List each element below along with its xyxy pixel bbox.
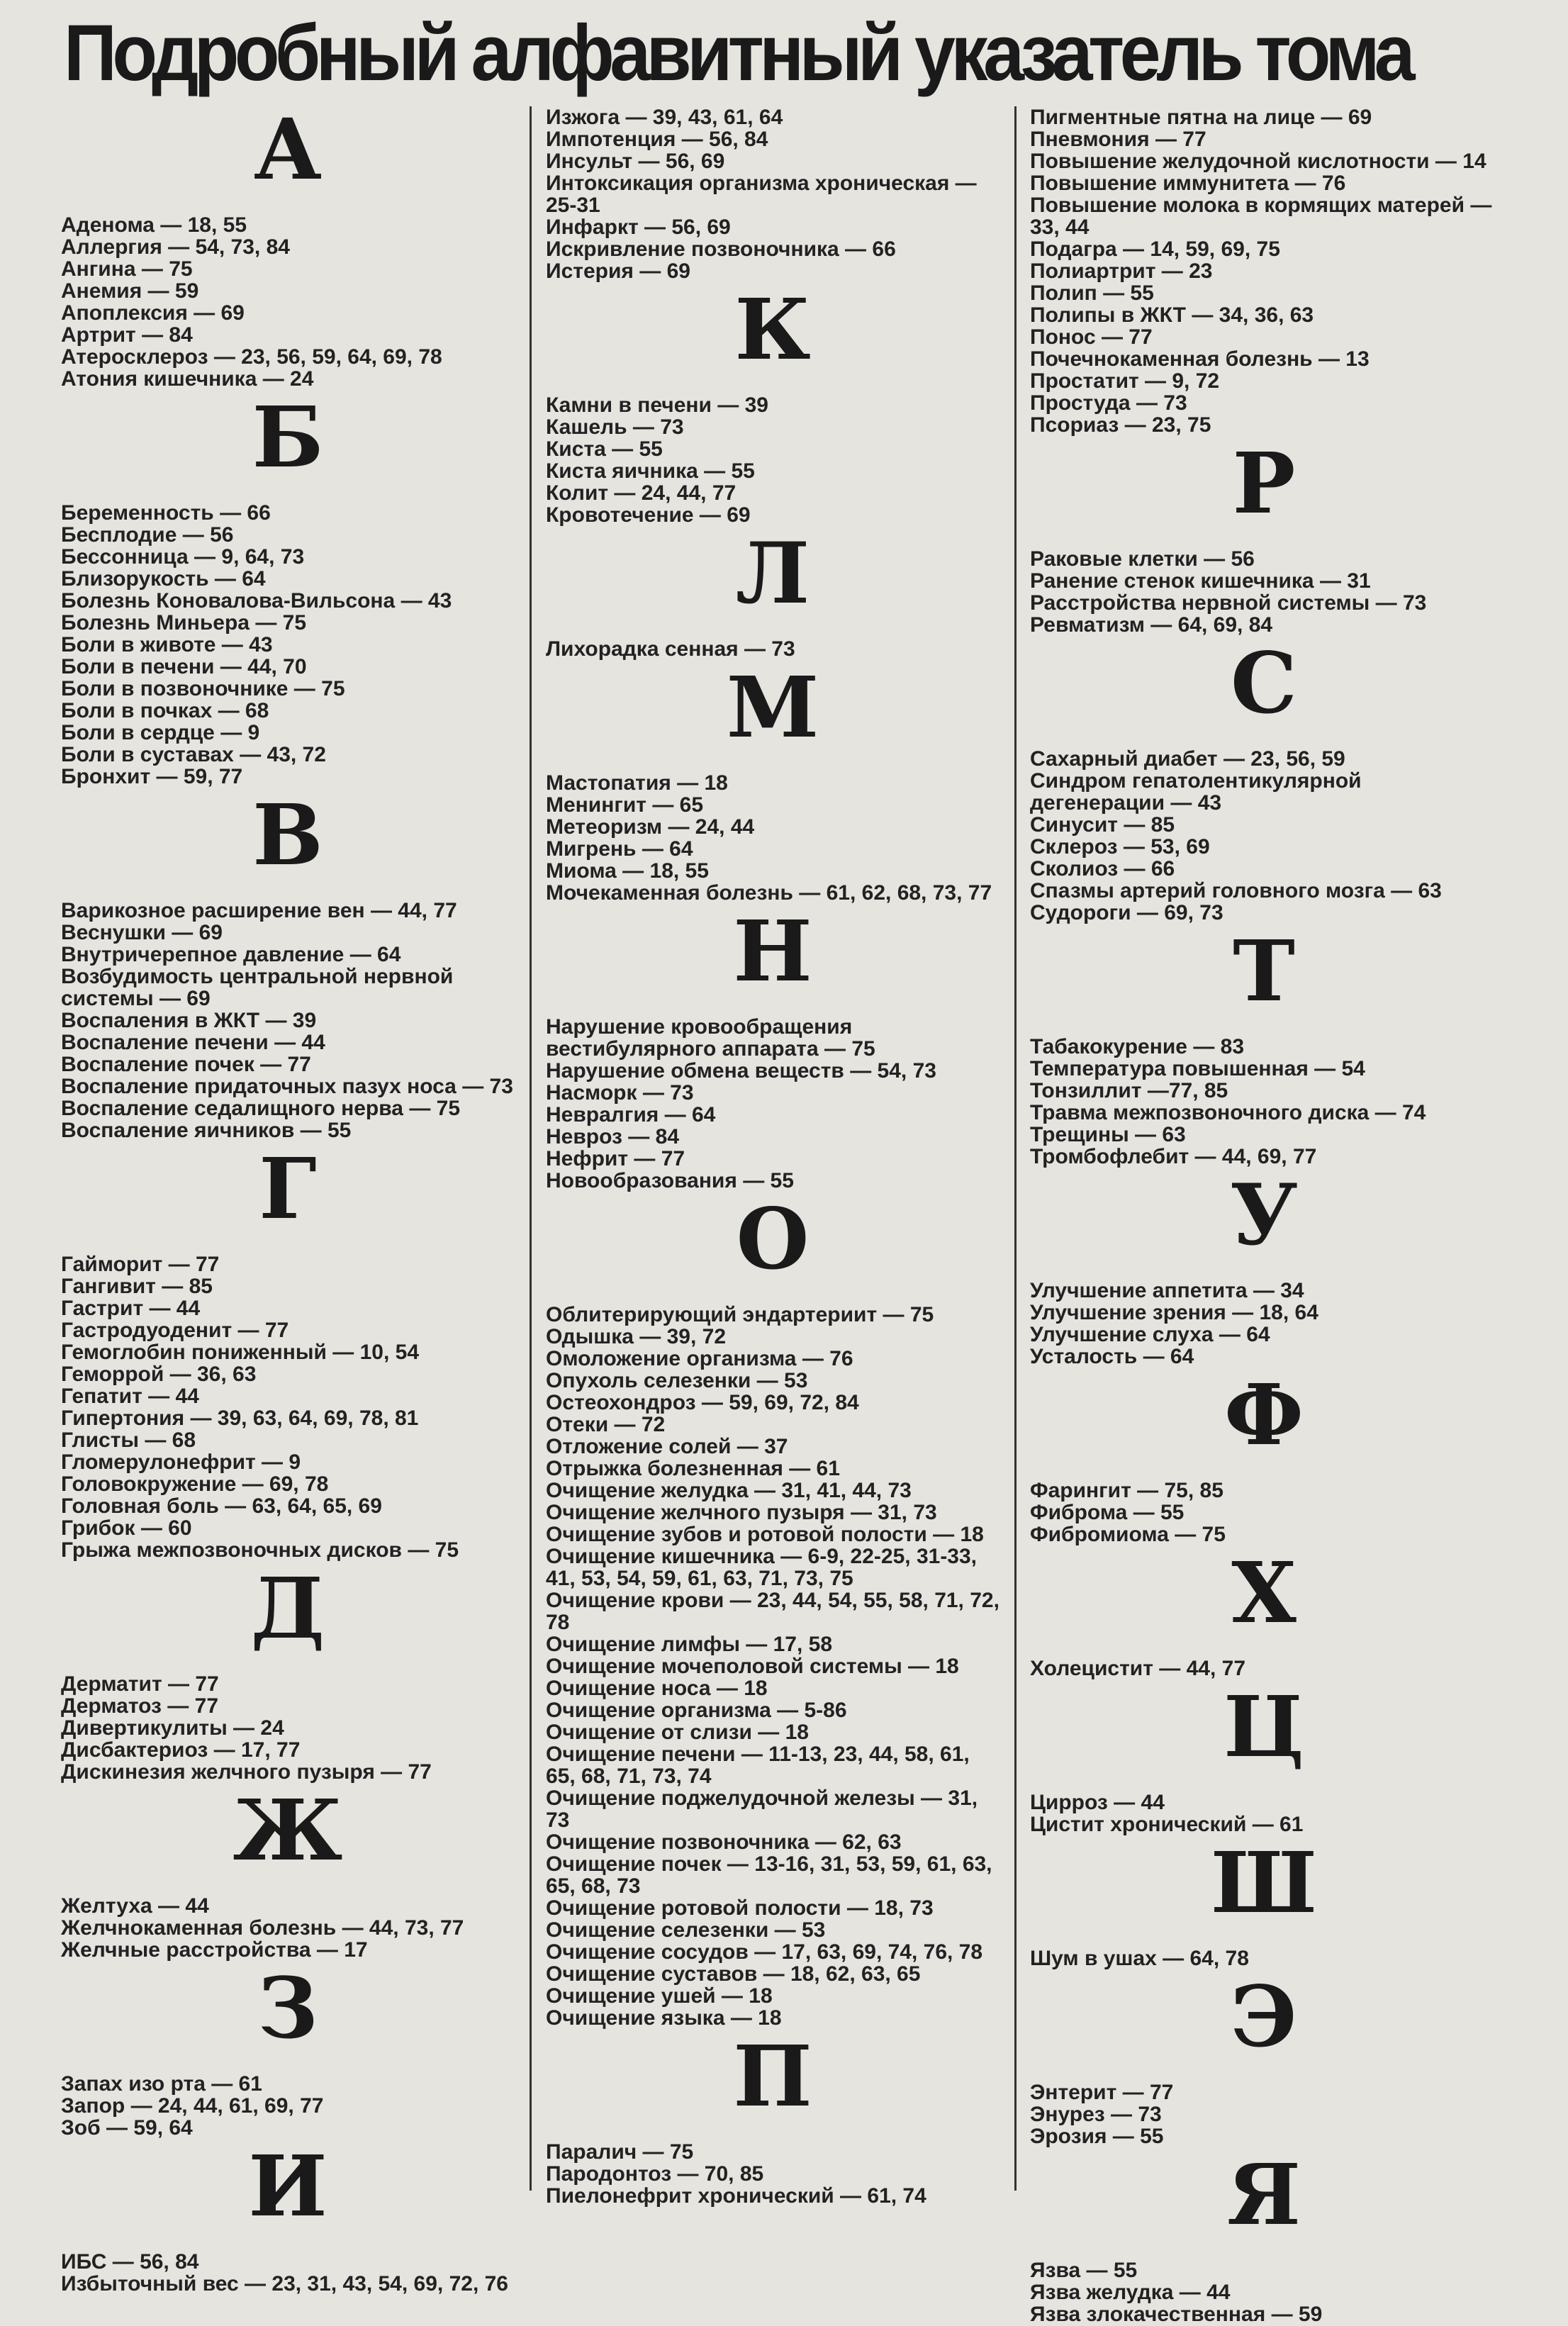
index-entry: Инсульт — 56, 69 — [546, 150, 725, 173]
index-entry: Бессонница — 9, 64, 73 — [61, 545, 305, 569]
index-entry: Полипы в ЖКТ — 34, 36, 63 — [1030, 303, 1314, 327]
section-letter: У — [1230, 1165, 1298, 1264]
index-section — [546, 2027, 999, 2208]
index-section — [546, 658, 999, 905]
index-section — [61, 388, 515, 788]
index-entry: Дерматит — 77 — [61, 1672, 219, 1696]
index-entry: Изжога — 39, 43, 61, 64 — [546, 106, 783, 129]
index-section — [1030, 434, 1498, 637]
index-entry: Очищение ушей — 18 — [546, 1984, 773, 2008]
index-entry: Травма межпозвоночного диска — 74 — [1030, 1101, 1426, 1124]
index-entry: Гемоглобин пониженный — 10, 54 — [61, 1341, 420, 1364]
index-entry: Боли в позвоночнике — 75 — [61, 677, 345, 700]
section-letter: К — [734, 280, 811, 379]
index-entry: Воспаление придаточных пазух носа — 73 — [61, 1075, 513, 1098]
index-section — [1030, 922, 1498, 1168]
index-entry: Менингит — 65 — [546, 793, 704, 817]
index-entry: Истерия — 69 — [546, 259, 690, 283]
index-entry: Очищение организма — 5-86 — [546, 1699, 847, 1722]
index-section — [61, 1139, 515, 1562]
index-entry: Аденома — 18, 55 — [61, 213, 247, 237]
index-entry: Расстройства нервной системы — 73 — [1030, 591, 1427, 615]
index-entry: Простатит — 9, 72 — [1030, 369, 1220, 393]
index-entry: Отложение солей — 37 — [546, 1435, 788, 1458]
index-entry: Сколиоз — 66 — [1030, 857, 1175, 880]
index-entry: Спазмы артерий головного мозга — 63 — [1030, 879, 1442, 902]
index-entry: Метеоризм — 24, 44 — [546, 815, 755, 839]
index-entry: Анемия — 59 — [61, 279, 199, 303]
index-section — [1030, 1967, 1498, 2148]
index-entry: Язва — 55 — [1030, 2259, 1138, 2282]
index-entry: Очищение позвоночника — 62, 63 — [546, 1830, 902, 1854]
index-entry: Фиброма — 55 — [1030, 1501, 1185, 1524]
index-entry: Желчные расстройства — 17 — [61, 1938, 368, 1962]
index-entry: Невралгия — 64 — [546, 1103, 716, 1126]
index-entry: Пневмония — 77 — [1030, 128, 1206, 151]
index-entry: Паралич — 75 — [546, 2140, 694, 2164]
index-entry: Мочекаменная болезнь — 61, 62, 68, 73, 77 — [546, 881, 992, 905]
index-entry: Опухоль селезенки — 53 — [546, 1369, 808, 1392]
section-letter: С — [1231, 634, 1297, 732]
index-section — [61, 1781, 515, 1962]
index-entry: Беременность — 66 — [61, 501, 271, 525]
index-section — [546, 280, 999, 527]
index-entry: Болезнь Коновалова-Вильсона — 43 — [61, 589, 452, 613]
index-entry: Улучшение зрения — 18, 64 — [1030, 1301, 1318, 1324]
index-entry: Раковые клетки — 56 — [1030, 547, 1255, 571]
index-entry: Очищение языка — 18 — [546, 2006, 782, 2030]
index-entry: Гломерулонефрит — 9 — [61, 1450, 301, 1474]
index-entry: Ранение стенок кишечника — 31 — [1030, 569, 1371, 593]
index-entry: Повышение желудочной кислотности — 14 — [1030, 150, 1486, 173]
index-entry: Трещины — 63 — [1030, 1123, 1186, 1146]
index-section — [1030, 106, 1498, 436]
index-entry: Бронхит — 59, 77 — [61, 765, 243, 788]
index-entry: Грибок — 60 — [61, 1516, 192, 1540]
index-entry: Варикозное расширение вен — 44, 77 — [61, 899, 457, 922]
section-letter: Я — [1226, 2145, 1301, 2244]
index-entry: Возбудимость центральной нервной системы — 69 — [61, 965, 454, 1010]
index-entry: Грыжа межпозвоночных дисков — 75 — [61, 1538, 459, 1562]
index-entry: Киста — 55 — [546, 437, 663, 461]
index-entry: Боли в почках — 68 — [61, 699, 269, 722]
index-entry: Головная боль — 63, 64, 65, 69 — [61, 1494, 382, 1518]
index-entry: Очищение почек — 13-16, 31, 53, 59, 61, 63, 65, 68, 73 — [546, 1852, 992, 1898]
index-entry: Артрит — 84 — [61, 323, 193, 347]
index-entry: Подагра — 14, 59, 69, 75 — [1030, 237, 1280, 261]
index-entry: Атония кишечника — 24 — [61, 367, 314, 391]
index-entry: Воспаление почек — 77 — [61, 1053, 311, 1076]
index-entry: Повышение иммунитета — 76 — [1030, 172, 1346, 195]
index-entry: Искривление позвоночника — 66 — [546, 237, 896, 261]
index-entry: Насморк — 73 — [546, 1081, 694, 1105]
section-letter: Р — [1232, 434, 1296, 532]
index-entry: Очищение поджелудочной железы — 31, 73 — [546, 1787, 978, 1832]
index-entry: Повышение молока в кормящих матерей — 33, 44 — [1030, 194, 1492, 239]
index-entry: Ангина — 75 — [61, 257, 193, 281]
index-entry: Склероз — 53, 69 — [1030, 835, 1210, 859]
index-entry: Очищение сосудов — 17, 63, 69, 74, 76, 78 — [546, 1940, 983, 1964]
index-section — [61, 2137, 515, 2296]
index-section — [1030, 1677, 1498, 1836]
index-section — [1030, 1365, 1498, 1546]
section-letter: Д — [250, 1559, 325, 1657]
index-entry: Нарушение кровообращения вестибулярного аппарата — 75 — [546, 1015, 875, 1061]
index-entry: Нефрит — 77 — [546, 1147, 685, 1170]
index-entry: Улучшение слуха — 64 — [1030, 1323, 1270, 1346]
index-entry: Киста яичника — 55 — [546, 459, 755, 483]
index-section — [1030, 1833, 1498, 1970]
index-section — [1030, 1165, 1498, 1368]
index-entry: Пиелонефрит хронический — 61, 74 — [546, 2184, 926, 2208]
index-entry: Камни в печени — 39 — [546, 393, 768, 417]
index-section — [61, 1559, 515, 1784]
index-entry: Тромбофлебит — 44, 69, 77 — [1030, 1145, 1317, 1168]
index-entry: Кашель — 73 — [546, 415, 684, 439]
index-entry: Синусит — 85 — [1030, 813, 1175, 837]
index-entry: Воспаление печени — 44 — [61, 1031, 325, 1054]
index-entry: Простуда — 73 — [1030, 391, 1187, 415]
index-entry: Дискинезия желчного пузыря — 77 — [61, 1760, 432, 1784]
index-entry: Фибромиома — 75 — [1030, 1523, 1226, 1546]
index-entry: Мигрень — 64 — [546, 837, 693, 861]
index-entry: Глисты — 68 — [61, 1428, 196, 1452]
section-letter: Н — [733, 902, 812, 1000]
index-entry: Отрыжка болезненная — 61 — [546, 1457, 840, 1480]
index-entry: Температура повышенная — 54 — [1030, 1057, 1365, 1080]
index-entry: Очищение крови — 23, 44, 54, 55, 58, 71, 72, 78 — [546, 1589, 999, 1634]
index-entry: Пигментные пятна на лице — 69 — [1030, 106, 1372, 129]
index-entry: Очищение зубов и ротовой полости — 18 — [546, 1523, 984, 1546]
index-entry: Дисбактериоз — 17, 77 — [61, 1738, 301, 1762]
index-entry: Запор — 24, 44, 61, 69, 77 — [61, 2094, 324, 2118]
index-entry: Цистит хронический — 61 — [1030, 1813, 1304, 1836]
index-entry: Одышка — 39, 72 — [546, 1325, 727, 1348]
index-entry: Очищение селезенки — 53 — [546, 1918, 826, 1942]
index-entry: Очищение мочеполовой системы — 18 — [546, 1655, 959, 1678]
section-letter: В — [252, 785, 323, 884]
index-entry: Улучшение аппетита — 34 — [1030, 1279, 1304, 1302]
section-letter: Т — [1233, 922, 1295, 1020]
index-entry: Желчнокаменная болезнь — 44, 73, 77 — [61, 1916, 464, 1940]
index-entry: Веснушки — 69 — [61, 921, 223, 944]
index-entry: Гепатит — 44 — [61, 1385, 199, 1408]
index-section — [1030, 2145, 1498, 2326]
section-letter: О — [736, 1190, 810, 1288]
index-entry: Облитерирующий эндартериит — 75 — [546, 1303, 934, 1326]
index-entry: Гипертония — 39, 63, 64, 69, 78, 81 — [61, 1407, 419, 1430]
index-section — [546, 106, 999, 282]
index-entry: Энурез — 73 — [1030, 2103, 1162, 2126]
section-letter: Э — [1231, 1967, 1297, 2066]
section-letter: Ц — [1223, 1677, 1305, 1776]
index-entry: Понос — 77 — [1030, 325, 1153, 349]
index-entry: Воспаления в ЖКТ — 39 — [61, 1009, 317, 1032]
index-entry: Судороги — 69, 73 — [1030, 901, 1223, 924]
index-entry: Гангивит — 85 — [61, 1275, 213, 1298]
index-entry: Воспаление яичников — 55 — [61, 1119, 352, 1142]
index-entry: Апоплексия — 69 — [61, 301, 245, 325]
index-section — [546, 1190, 999, 2030]
index-entry: Фарингит — 75, 85 — [1030, 1479, 1223, 1502]
section-letter: Х — [1231, 1543, 1297, 1642]
index-entry: Желтуха — 44 — [61, 1894, 209, 1918]
section-letter: И — [248, 2137, 327, 2235]
index-entry: Воспаление седалищного нерва — 75 — [61, 1097, 461, 1120]
index-entry: Очищение носа — 18 — [546, 1677, 768, 1700]
index-entry: Язва желудка — 44 — [1030, 2281, 1231, 2304]
index-section — [1030, 634, 1498, 924]
index-entry: Сахарный диабет — 23, 56, 59 — [1030, 747, 1345, 771]
index-entry: Зоб — 59, 64 — [61, 2116, 193, 2140]
index-entry: Мастопатия — 18 — [546, 771, 728, 795]
index-entry: Очищение от слизи — 18 — [546, 1721, 809, 1744]
index-entry: Очищение желчного пузыря — 31, 73 — [546, 1501, 937, 1524]
index-entry: Отеки — 72 — [546, 1413, 666, 1436]
index-entry: Эрозия — 55 — [1030, 2125, 1164, 2148]
section-letter: Б — [252, 388, 324, 486]
index-entry: Аллергия — 54, 73, 84 — [61, 235, 290, 259]
index-entry: Полип — 55 — [1030, 281, 1154, 305]
index-entry: Дерматоз — 77 — [61, 1694, 219, 1718]
index-entry: Дивертикулиты — 24 — [61, 1716, 284, 1740]
index-entry: Боли в суставах — 43, 72 — [61, 743, 326, 766]
index-entry: Полиартрит — 23 — [1030, 259, 1213, 283]
index-entry: Боли в животе — 43 — [61, 633, 273, 656]
section-letter: Г — [259, 1139, 317, 1238]
index-entry: Тонзиллит —77, 85 — [1030, 1079, 1228, 1102]
index-entry: Очищение печени — 11-13, 23, 44, 58, 61, 65, 68, 71, 73, 74 — [546, 1743, 970, 1788]
index-column-3 — [1030, 106, 1498, 2326]
index-entry: Импотенция — 56, 84 — [546, 128, 768, 151]
index-entry: Очищение лимфы — 17, 58 — [546, 1633, 833, 1656]
index-entry: Миома — 18, 55 — [546, 859, 709, 883]
index-section — [61, 785, 515, 1142]
index-entry: Остеохондроз — 59, 69, 72, 84 — [546, 1391, 859, 1414]
index-column-2 — [546, 106, 999, 2261]
index-entry: Очищение желудка — 31, 41, 44, 73 — [546, 1479, 912, 1502]
index-entry: Энтерит — 77 — [1030, 2081, 1174, 2104]
index-entry: Внутричерепное давление — 64 — [61, 943, 401, 966]
index-entry: Очищение кишечника — 6-9, 22-25, 31-33, 41, 53, 54, 59, 61, 63, 71, 73, 75 — [546, 1545, 978, 1590]
index-entry: Интоксикация организма хроническая — 25-31 — [546, 172, 977, 217]
index-entry: Головокружение — 69, 78 — [61, 1472, 329, 1496]
index-entry: Цирроз — 44 — [1030, 1791, 1165, 1814]
index-entry: Геморрой — 36, 63 — [61, 1363, 257, 1386]
index-entry: Почечнокаменная болезнь — 13 — [1030, 347, 1370, 371]
page-title: Подробный алфавитный указатель тома — [64, 9, 1411, 97]
index-entry: Избыточный вес — 23, 31, 43, 54, 69, 72, 76 — [61, 2272, 508, 2296]
index-entry: Новообразования — 55 — [546, 1169, 794, 1192]
index-entry: Омоложение организма — 76 — [546, 1347, 853, 1370]
section-letter: П — [733, 2027, 812, 2125]
index-section — [1030, 1543, 1498, 1680]
index-section — [546, 524, 999, 661]
section-letter: Ж — [233, 1781, 343, 1879]
index-entry: Шум в ушах — 64, 78 — [1030, 1947, 1249, 1970]
index-entry: Запах изо рта — 61 — [61, 2072, 262, 2096]
index-entry: Колит — 24, 44, 77 — [546, 481, 737, 505]
index-entry: Псориаз — 23, 75 — [1030, 413, 1211, 437]
index-entry: Очищение ротовой полости — 18, 73 — [546, 1896, 934, 1920]
index-entry: Холецистит — 44, 77 — [1030, 1657, 1246, 1680]
index-entry: Нарушение обмена веществ — 54, 73 — [546, 1059, 936, 1083]
index-entry: Язва злокачественная — 59 — [1030, 2303, 1323, 2326]
index-entry: Боли в печени — 44, 70 — [61, 655, 307, 678]
column-divider — [1014, 106, 1017, 2191]
index-entry: Инфаркт — 56, 69 — [546, 216, 731, 239]
index-entry: Бесплодие — 56 — [61, 523, 234, 547]
index-entry: Лихорадка сенная — 73 — [546, 637, 795, 661]
section-letter: Л — [735, 524, 810, 622]
index-entry: Кровотечение — 69 — [546, 503, 751, 527]
column-divider — [530, 106, 532, 2191]
index-entry: Болезнь Миньера — 75 — [61, 611, 307, 634]
index-entry: Боли в сердце — 9 — [61, 721, 260, 744]
index-entry: Гайморит — 77 — [61, 1253, 220, 1276]
index-entry: Пародонтоз — 70, 85 — [546, 2162, 764, 2186]
index-entry: ИБС — 56, 84 — [61, 2250, 199, 2274]
index-entry: Синдром гепатолентикулярной дегенерации — 43 — [1030, 769, 1362, 815]
section-letter: З — [257, 1959, 318, 2057]
index-entry: Усталость — 64 — [1030, 1345, 1194, 1368]
section-letter: Ф — [1224, 1365, 1304, 1464]
index-entry: Ревматизм — 64, 69, 84 — [1030, 613, 1273, 637]
index-section — [61, 1959, 515, 2140]
index-section — [546, 902, 999, 1192]
index-entry: Атеросклероз — 23, 56, 59, 64, 69, 78 — [61, 345, 442, 369]
section-letter: М — [726, 658, 819, 756]
index-entry: Табакокурение — 83 — [1030, 1035, 1245, 1058]
section-letter: Ш — [1211, 1833, 1317, 1932]
section-letter: А — [253, 100, 323, 199]
index-entry: Гастрит — 44 — [61, 1297, 201, 1320]
index-entry: Невроз — 84 — [546, 1125, 679, 1148]
index-entry: Очищение суставов — 18, 62, 63, 65 — [546, 1962, 921, 1986]
index-entry: Близорукость — 64 — [61, 567, 266, 591]
index-entry: Гастродуоденит — 77 — [61, 1319, 289, 1342]
index-section — [61, 100, 515, 391]
index-column-1 — [61, 100, 515, 2296]
